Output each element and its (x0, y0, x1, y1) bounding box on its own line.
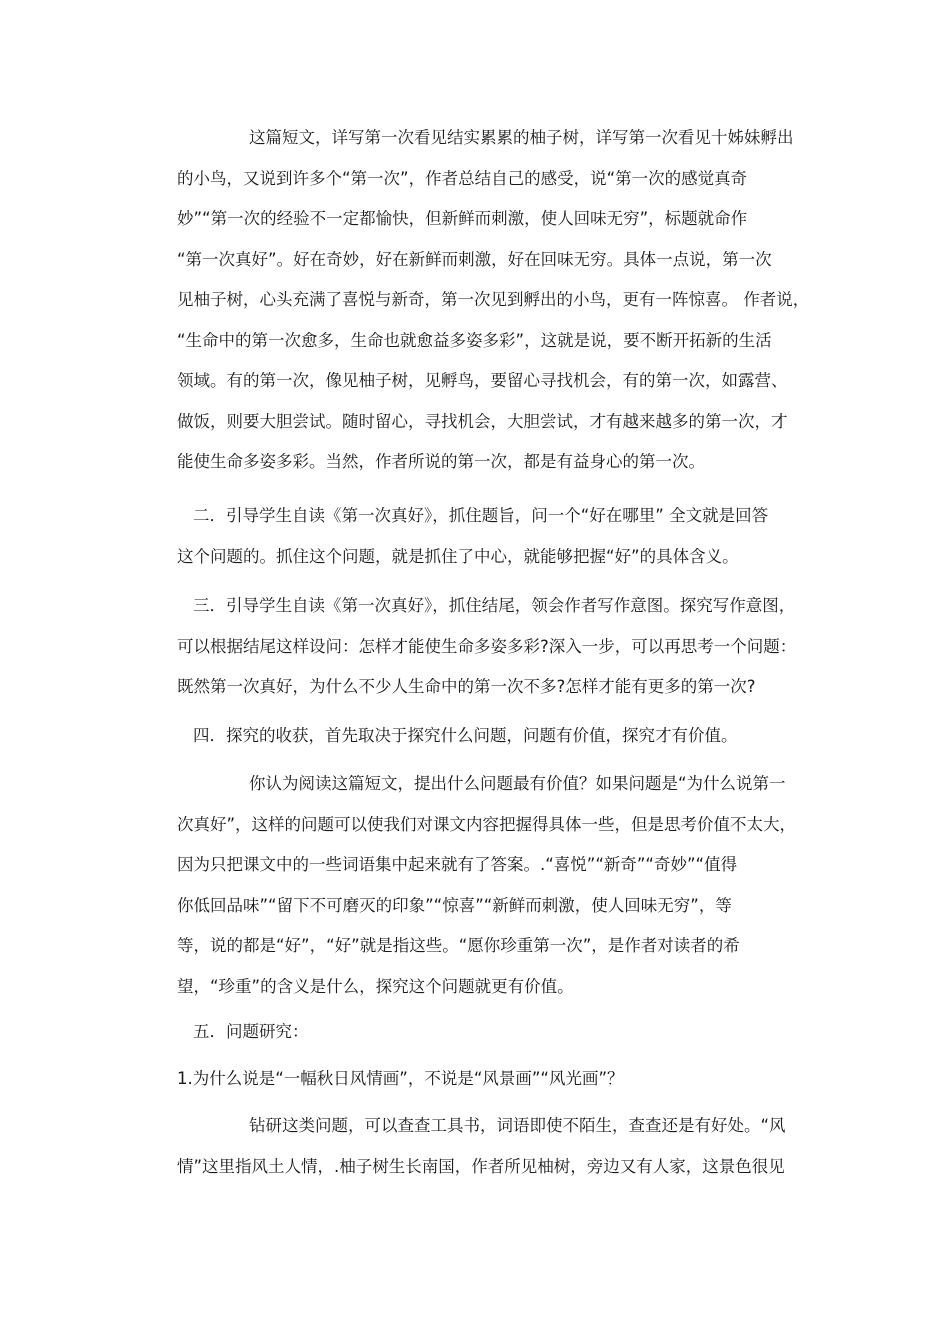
paragraph-4 (177, 716, 813, 757)
paragraph-line: 1.为什么说是“一幅秋日风情画”，不说是“风景画”“风光画”？ (177, 1069, 624, 1088)
paragraph-2 (177, 496, 813, 577)
paragraph-line: 等，说的都是“好”，“好”就是指这些。“愿你珍重第一次”，是作者对读者的希 (177, 936, 740, 955)
paragraph-line: 钻研这类问题，可以查查工具书，词语即使不陌生，查查还是有好处。“风 (249, 1116, 786, 1135)
paragraph-line: 做饭，则要大胆尝试。随时留心，寻找机会，大胆尝试，才有越来越多的第一次，才 (177, 411, 788, 431)
paragraph-line: 五．问题研究： (193, 1022, 309, 1041)
paragraph-line: 二．引导学生自读《第一次真好》，抓住题旨，问一个“好在哪里” 全文就是回答 (193, 506, 769, 525)
paragraph-line: 次真好”，这样的问题可以使我们对课文内容把握得具体一些，但是思考价值不太大， (177, 814, 797, 834)
paragraph-line: “第一次真好”。好在奇妙，好在新鲜而刺激，好在回味无穷。具体一点说，第一次 (177, 249, 772, 269)
paragraph-5 (177, 764, 813, 1007)
paragraph-line: 你低回品味”“留下不可磨灭的印象”“惊喜”“新鲜而刺激，使人回味无穷”，等 (177, 895, 732, 915)
paragraph-line: 四．探究的收获，首先取决于探究什么问题，问题有价值，探究才有价值。 (193, 726, 738, 745)
paragraph-1 (177, 118, 813, 483)
paragraph-line: 见柚子树，心头充满了喜悦与新奇，第一次见到孵出的小鸟，更有一阵惊喜。 作者说， (177, 290, 810, 309)
paragraph-line: 情”这里指风土人情，.柚子树生长南国，作者所见柚树，旁边又有人家，这景色很见 (177, 1156, 785, 1176)
paragraph-line: 你认为阅读这篇短文，提出什么问题最有价值？如果问题是“为什么说第一 (249, 774, 786, 793)
paragraph-line: 的小鸟，又说到许多个“第一次”，作者总结自己的感受，说“第一次的感觉真奇 (177, 168, 748, 188)
paragraph-3 (177, 586, 813, 708)
paragraph-line: 这个问题的。抓住这个问题，就是抓住了中心，就能够把握“好”的具体含义。 (177, 546, 739, 566)
paragraph-line: 能使生命多姿多彩。当然，作者所说的第一次，都是有益身心的第一次。 (177, 452, 705, 471)
paragraph-6 (177, 1012, 813, 1053)
paragraph-line: 三．引导学生自读《第一次真好》，抓住结尾，领会作者写作意图。探究写作意图， (193, 596, 796, 615)
paragraph-7 (177, 1059, 813, 1100)
paragraph-line: 望，“珍重”的含义是什么，探究这个问题就更有价值。 (177, 976, 574, 996)
paragraph-line: 领域。有的第一次，像见柚子树，见孵鸟，要留心寻找机会，有的第一次，如露营、 (177, 371, 788, 390)
paragraph-8 (177, 1106, 813, 1187)
paragraph-line: 妙”“第一次的经验不一定都愉快，但新鲜而刺激，使人回味无穷”，标题就命作 (177, 209, 748, 228)
paragraph-line: 这篇短文，详写第一次看见结实累累的柚子树，详写第一次看见十姊妹孵出 (249, 128, 794, 147)
paragraph-line: 因为只把课文中的一些词语集中起来就有了答案。.“喜悦”“新奇”“奇妙”“值得 (177, 855, 738, 874)
paragraph-line: “生命中的第一次愈多，生命也就愈益多姿多彩”，这就是说，要不断开拓新的生活 (177, 330, 772, 350)
paragraph-line: 可以根据结尾这样设问：怎样才能使生命多姿多彩?深入一步，可以再思考一个问题： (177, 636, 797, 656)
paragraph-line: 既然第一次真好，为什么不少人生命中的第一次不多?怎样才能有更多的第一次? (177, 677, 756, 696)
